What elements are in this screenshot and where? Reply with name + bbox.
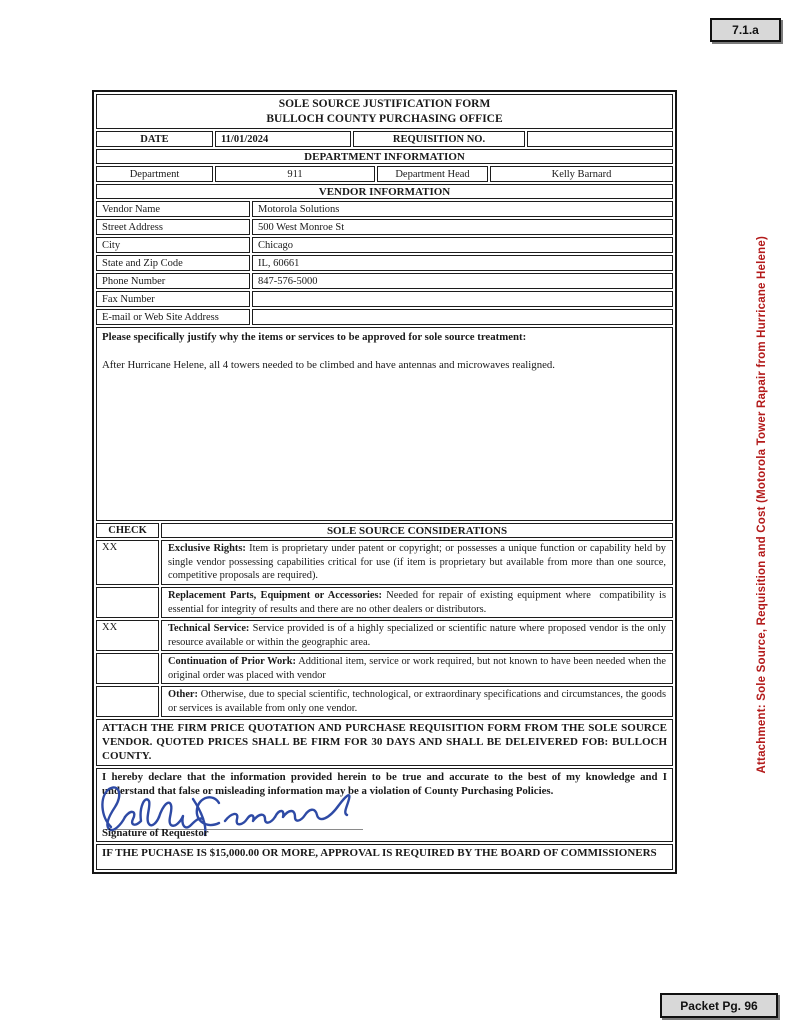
packet-page-label: Packet Pg. 96 [680,998,758,1013]
email-website-row [96,309,673,325]
department-information-header: DEPARTMENT INFORMATION [96,149,673,164]
consideration-row-exclusive-rights [96,540,673,585]
exclusive-rights-body: Item is proprietary under patent or copyright; or possesses a unique function or capability held by single vendor possessing capabilities critical for use (if item is proprietary but available from more than one source, competitive proposals are required). [168,543,666,582]
state-zip-label: State and Zip Code [96,255,250,271]
form-title-line2: BULLOCH COUNTY PURCHASING OFFICE [266,112,503,125]
justification-answer: After Hurricane Helene, all 4 towers needed to be climbed and have antennas and microwaves realigned. [102,359,555,372]
vendor-name-value: Motorola Solutions [252,201,673,217]
replacement-parts-title: Replacement Parts, Equipment or Accessories: [168,589,383,601]
city-label: City [96,237,250,253]
vendor-name-label: Vendor Name [96,201,250,217]
replacement-parts-body: Needed for repair of existing equipment where compatibility is essential for integrity of results and there are no other dealers or distributors. [168,589,666,615]
attachment-sidebar-caption [748,200,776,810]
justification-box [96,327,673,521]
department-information-header-row [96,149,673,164]
replacement-parts-checkmark [96,587,159,618]
continuation-prior-work-text [161,653,673,684]
consideration-row-replacement-parts [96,587,673,618]
consideration-row-technical-service [96,620,673,651]
state-zip-row [96,255,673,271]
requisition-no-value [527,131,673,147]
considerations-header-row [96,523,673,538]
agenda-item-tab-label: 7.1.a [732,23,759,37]
fax-number-label: Fax Number [96,291,250,307]
continuation-prior-work-title: Continuation of Prior Work: [168,656,297,668]
department-value: 911 [215,166,375,182]
other-checkmark [96,686,159,717]
fax-number-value [252,291,673,307]
continuation-prior-work-checkmark [96,653,159,684]
email-website-label: E-mail or Web Site Address [96,309,250,325]
sole-source-justification-form [92,90,677,874]
department-head-value: Kelly Barnard [490,166,673,182]
email-website-value [252,309,673,325]
other-text [161,686,673,717]
declaration-text: I hereby declare that the information provided herein to be true and accurate to the best of my knowledge and I understand that false or misleading information may be a violation of County Purchasing Policies. [102,771,667,797]
phone-number-row [96,273,673,289]
packet-page-badge [660,993,778,1018]
street-address-value: 500 West Monroe St [252,219,673,235]
exclusive-rights-title: Exclusive Rights: [168,543,246,555]
phone-number-value: 847-576-5000 [252,273,673,289]
vendor-information-header: VENDOR INFORMATION [96,184,673,199]
agenda-item-tab-badge [710,18,781,42]
city-value: Chicago [252,237,673,253]
attach-quotation-instruction: ATTACH THE FIRM PRICE QUOTATION AND PURCHASE REQUISITION FORM FROM THE SOLE SOURCE VENDOR. QUOTED PRICES SHALL BE FIRM FOR 30 DAYS AND SHALL BE DELEIVERED FOB: BULLOCH COUNTY. [96,719,673,766]
consideration-row-other [96,686,673,717]
date-value: 11/01/2024 [215,131,351,147]
declaration-signature-box [96,768,673,842]
board-approval-note: IF THE PUCHASE IS $15,000.00 OR MORE, APPROVAL IS REQUIRED BY THE BOARD OF COMMISSIONERS [96,844,673,870]
vendor-information-header-row [96,184,673,199]
considerations-column-header: SOLE SOURCE CONSIDERATIONS [161,523,673,538]
technical-service-checkmark: XX [96,620,159,651]
other-body: Otherwise, due to special scientific, technological, or extraordinary specifications and circumstances, the goods or services is available from only one vendor. [168,689,666,714]
exclusive-rights-text [161,540,673,585]
requisition-no-label: REQUISITION NO. [353,131,525,147]
street-address-label: Street Address [96,219,250,235]
form-title [96,94,673,129]
phone-number-label: Phone Number [96,273,250,289]
date-requisition-row [96,131,673,147]
check-column-header: CHECK [96,523,159,538]
justification-prompt: Please specifically justify why the items or services to be approved for sole source treatment: [102,331,527,344]
form-title-line1: SOLE SOURCE JUSTIFICATION FORM [278,98,491,110]
signature-of-requestor-label: Signature of Requestor [102,826,209,839]
exclusive-rights-checkmark: XX [96,540,159,585]
department-label: Department [96,166,213,182]
department-head-label: Department Head [377,166,488,182]
department-row [96,166,673,182]
technical-service-body: Service provided is of a highly specialized or scientific nature where proposed vendor is the only resource available or within the geographic area. [168,623,666,648]
continuation-prior-work-body: Additional item, service or work required, but not known to have been needed when the original order was placed with vendor [168,656,666,681]
technical-service-title: Technical Service: [168,623,250,635]
attachment-sidebar-text: Attachment: Sole Source, Requisition and Cost (Motorola Tower Rapair from Hurricane Helene) [756,236,768,774]
consideration-row-continuation-prior-work [96,653,673,684]
replacement-parts-text [161,587,673,618]
fax-number-row [96,291,673,307]
city-row [96,237,673,253]
technical-service-text [161,620,673,651]
state-zip-value: IL, 60661 [252,255,673,271]
other-title: Other: [168,689,199,701]
date-label: DATE [96,131,213,147]
vendor-name-row [96,201,673,217]
street-address-row [96,219,673,235]
form-title-row [96,94,673,129]
